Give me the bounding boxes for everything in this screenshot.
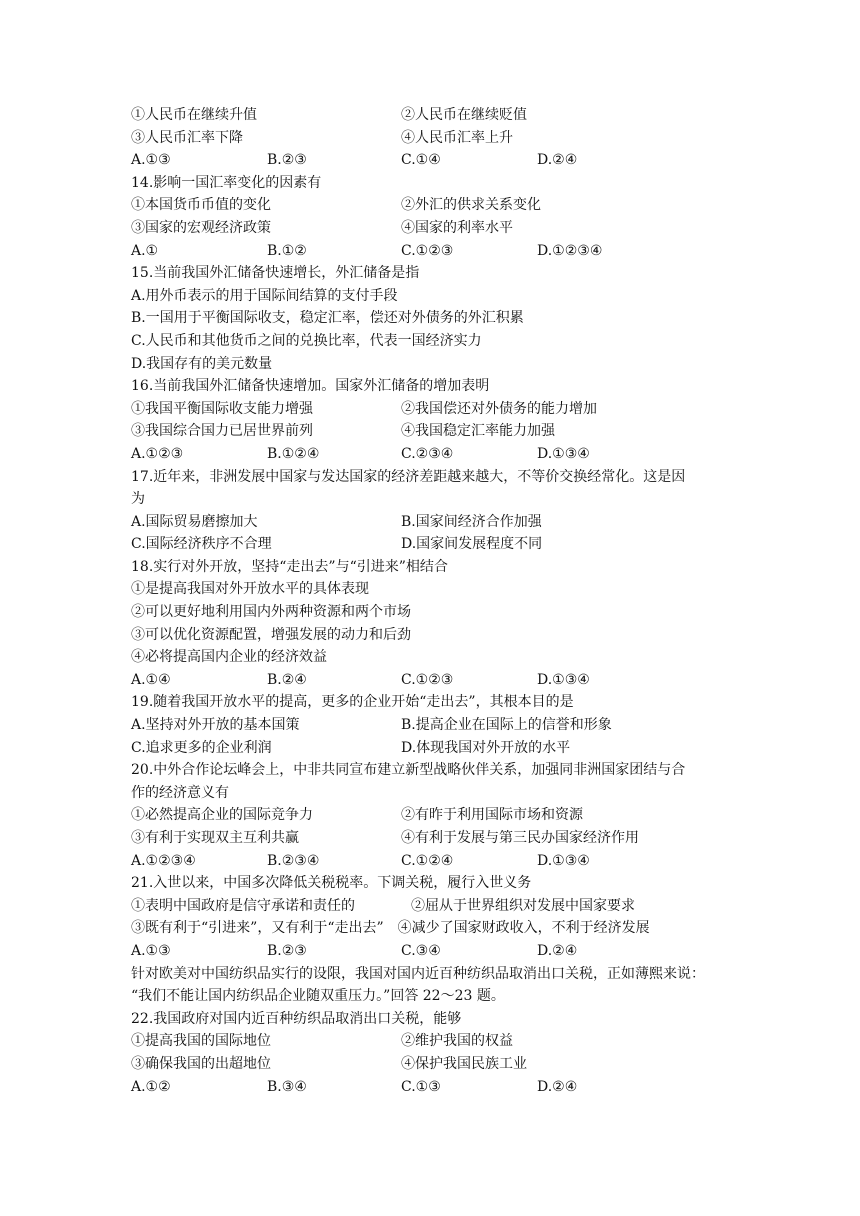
option-a: A.① bbox=[131, 242, 159, 259]
statement-pair-line bbox=[131, 1030, 731, 1053]
text-line bbox=[131, 985, 731, 1008]
text-line bbox=[131, 646, 731, 669]
text-segment: 19.随着我国开放水平的提高，更多的企业开始“走出去”，其根本目的是 bbox=[131, 694, 574, 711]
statement-right: B.国家间经济合作加强 bbox=[401, 513, 542, 530]
option-d: D.①③④ bbox=[537, 671, 590, 688]
text-segment: 为 bbox=[131, 491, 145, 508]
answer-options-line bbox=[131, 149, 731, 172]
option-d: D.②④ bbox=[537, 942, 578, 959]
statement-left: ①人民币在继续升值 bbox=[131, 107, 257, 123]
statement-right: ②有昨于利用国际市场和资源 bbox=[401, 807, 583, 824]
statement-left: ①提高我国的国际地位 bbox=[131, 1033, 271, 1050]
text-segment: 20.中外合作论坛峰会上，中非共同宣布建立新型战略伙伴关系，加强同非洲国家团结与合 bbox=[131, 762, 686, 779]
text-segment: D.我国存有的美元数量 bbox=[131, 355, 273, 372]
text-line bbox=[131, 917, 731, 940]
option-a: A.①④ bbox=[131, 671, 171, 688]
text-line bbox=[131, 782, 731, 805]
text-segment: 针对欧美对中国纺织品实行的设限，我国对国内近百种纺织品取消出口关税，正如薄熙来说： bbox=[131, 965, 705, 982]
answer-options-line bbox=[131, 240, 731, 263]
option-d: D.②④ bbox=[537, 1078, 578, 1095]
statement-right: ②外汇的供求关系变化 bbox=[401, 197, 541, 214]
statement-left: ①必然提高企业的国际竞争力 bbox=[131, 807, 313, 824]
exam-questions bbox=[131, 104, 731, 1098]
option-a: A.①②③④ bbox=[131, 852, 196, 869]
statement-left: ③有利于实现双主互利共赢 bbox=[131, 830, 299, 846]
option-a: A.①③ bbox=[131, 942, 171, 959]
statement-left: C.国际经济秩序不合理 bbox=[131, 536, 272, 553]
statement-pair-line bbox=[131, 127, 731, 150]
statement-pair-line bbox=[131, 104, 731, 127]
text-line bbox=[131, 624, 731, 647]
statement-left: ③我国综合国力已居世界前列 bbox=[131, 423, 313, 440]
option-a: A.①② bbox=[131, 1078, 171, 1095]
option-d: D.①③④ bbox=[537, 445, 590, 462]
option-b: B.①②④ bbox=[267, 445, 320, 462]
text-line bbox=[131, 872, 731, 895]
option-b: B.②③④ bbox=[267, 852, 320, 869]
text-segment: 16.当前我国外汇储备快速增加。国家外汇储备的增加表明 bbox=[131, 378, 490, 395]
option-b: B.②④ bbox=[267, 671, 307, 688]
statement-pair-line bbox=[131, 714, 731, 737]
option-d: D.①③④ bbox=[537, 852, 590, 869]
text-segment: 17.近年来，非洲发展中国家与发达国家的经济差距越来越大，不等价交换经常化。这是因 bbox=[131, 468, 686, 485]
text-segment: ②可以更好地利用国内外两种资源和两个市场 bbox=[131, 604, 411, 621]
statement-pair-line bbox=[131, 194, 731, 217]
text-line bbox=[131, 963, 731, 986]
option-c: C.③④ bbox=[401, 942, 441, 959]
statement-pair-line bbox=[131, 827, 731, 850]
statement-pair-line bbox=[131, 737, 731, 760]
text-segment: ①是提高我国对外开放水平的具体表现 bbox=[131, 581, 369, 598]
option-c: C.①②③ bbox=[401, 242, 454, 259]
text-line bbox=[131, 895, 731, 918]
statement-right: ④人民币汇率上升 bbox=[401, 129, 513, 146]
statement-right: ②人民币在继续贬值 bbox=[401, 107, 527, 123]
statement-pair-line bbox=[131, 511, 731, 534]
statement-pair-line bbox=[131, 1053, 731, 1076]
statement-left: ③人民币汇率下降 bbox=[131, 129, 243, 146]
option-b: B.①② bbox=[267, 242, 307, 259]
statement-left: ③国家的宏观经济政策 bbox=[131, 219, 271, 236]
answer-options-line bbox=[131, 443, 731, 466]
text-line bbox=[131, 578, 731, 601]
text-line bbox=[131, 353, 731, 376]
text-segment: 21.入世以来，中国多次降低关税税率。下调关税，履行入世义务 bbox=[131, 875, 532, 892]
statement-right: ④保护我国民族工业 bbox=[401, 1055, 527, 1072]
option-b: B.②③ bbox=[267, 152, 307, 169]
text-segment: C.人民币和其他货币之间的兑换比率，代表一国经济实力 bbox=[131, 332, 482, 349]
answer-options-line bbox=[131, 850, 731, 873]
text-line bbox=[131, 759, 731, 782]
option-d: D.①②③④ bbox=[537, 242, 603, 259]
statement-pair-line bbox=[131, 398, 731, 421]
text-line bbox=[131, 601, 731, 624]
statement-left: A.国际贸易磨擦加大 bbox=[131, 513, 258, 530]
text-line bbox=[131, 691, 731, 714]
statement-right: D.国家间发展程度不同 bbox=[401, 536, 543, 553]
statement-right: D.体现我国对外开放的水平 bbox=[401, 739, 571, 756]
option-a: A.①②③ bbox=[131, 445, 184, 462]
text-segment: ③既有利于“引进来”，又有利于“走出去” ④减少了国家财政收入，不利于经济发展 bbox=[131, 920, 650, 937]
statement-pair-line bbox=[131, 533, 731, 556]
statement-right: ④有利于发展与第三民办国家经济作用 bbox=[401, 830, 639, 846]
statement-pair-line bbox=[131, 420, 731, 443]
option-c: C.①④ bbox=[401, 152, 441, 169]
text-segment: “我们不能让国内纺织品企业随双重压力。”回答 22～23 题。 bbox=[131, 988, 505, 1005]
statement-pair-line bbox=[131, 804, 731, 827]
text-segment: ④必将提高国内企业的经济效益 bbox=[131, 649, 327, 666]
text-segment: ①表明中国政府是信守承诺和责任的 ②屈从于世界组织对发展中国家要求 bbox=[131, 897, 635, 914]
statement-pair-line bbox=[131, 217, 731, 240]
option-d: D.②④ bbox=[537, 152, 578, 169]
statement-right: ④国家的利率水平 bbox=[401, 219, 513, 236]
text-segment: 15.当前我国外汇储备快速增长，外汇储备是指 bbox=[131, 265, 420, 282]
text-line bbox=[131, 285, 731, 308]
statement-left: C.追求更多的企业利润 bbox=[131, 739, 272, 756]
option-c: C.①③ bbox=[401, 1078, 441, 1095]
text-segment: B.一国用于平衡国际收支，稳定汇率，偿还对外债务的外汇积累 bbox=[131, 310, 524, 327]
text-segment: 14.影响一国汇率变化的因素有 bbox=[131, 174, 322, 191]
text-line bbox=[131, 556, 731, 579]
option-b: B.③④ bbox=[267, 1078, 307, 1095]
text-line bbox=[131, 466, 731, 489]
statement-right: B.提高企业在国际上的信誉和形象 bbox=[401, 717, 612, 734]
text-segment: 22.我国政府对国内近百种纺织品取消出口关税，能够 bbox=[131, 1010, 462, 1027]
text-line bbox=[131, 1008, 731, 1031]
text-line bbox=[131, 172, 731, 195]
text-line bbox=[131, 262, 731, 285]
answer-options-line bbox=[131, 1076, 731, 1099]
statement-left: A.坚持对外开放的基本国策 bbox=[131, 717, 300, 734]
text-segment: 18.实行对外开放，坚持“走出去”与“引进来”相结合 bbox=[131, 558, 448, 575]
option-a: A.①③ bbox=[131, 152, 171, 169]
text-line bbox=[131, 375, 731, 398]
statement-right: ②我国偿还对外债务的能力增加 bbox=[401, 400, 597, 417]
option-c: C.②③④ bbox=[401, 445, 454, 462]
text-segment: 作的经济意义有 bbox=[131, 784, 229, 801]
statement-left: ①我国平衡国际收支能力增强 bbox=[131, 400, 313, 417]
text-line bbox=[131, 307, 731, 330]
option-b: B.②③ bbox=[267, 942, 307, 959]
text-segment: ③可以优化资源配置，增强发展的动力和后劲 bbox=[131, 626, 411, 643]
statement-left: ③确保我国的出超地位 bbox=[131, 1055, 271, 1072]
option-c: C.①②③ bbox=[401, 671, 454, 688]
answer-options-line bbox=[131, 940, 731, 963]
statement-right: ②维护我国的权益 bbox=[401, 1033, 513, 1050]
statement-right: ④我国稳定汇率能力加强 bbox=[401, 423, 555, 440]
text-line bbox=[131, 488, 731, 511]
text-line bbox=[131, 330, 731, 353]
statement-left: ①本国货币币值的变化 bbox=[131, 197, 271, 214]
text-segment: A.用外币表示的用于国际间结算的支付手段 bbox=[131, 287, 398, 304]
answer-options-line bbox=[131, 669, 731, 692]
option-c: C.①②④ bbox=[401, 852, 454, 869]
